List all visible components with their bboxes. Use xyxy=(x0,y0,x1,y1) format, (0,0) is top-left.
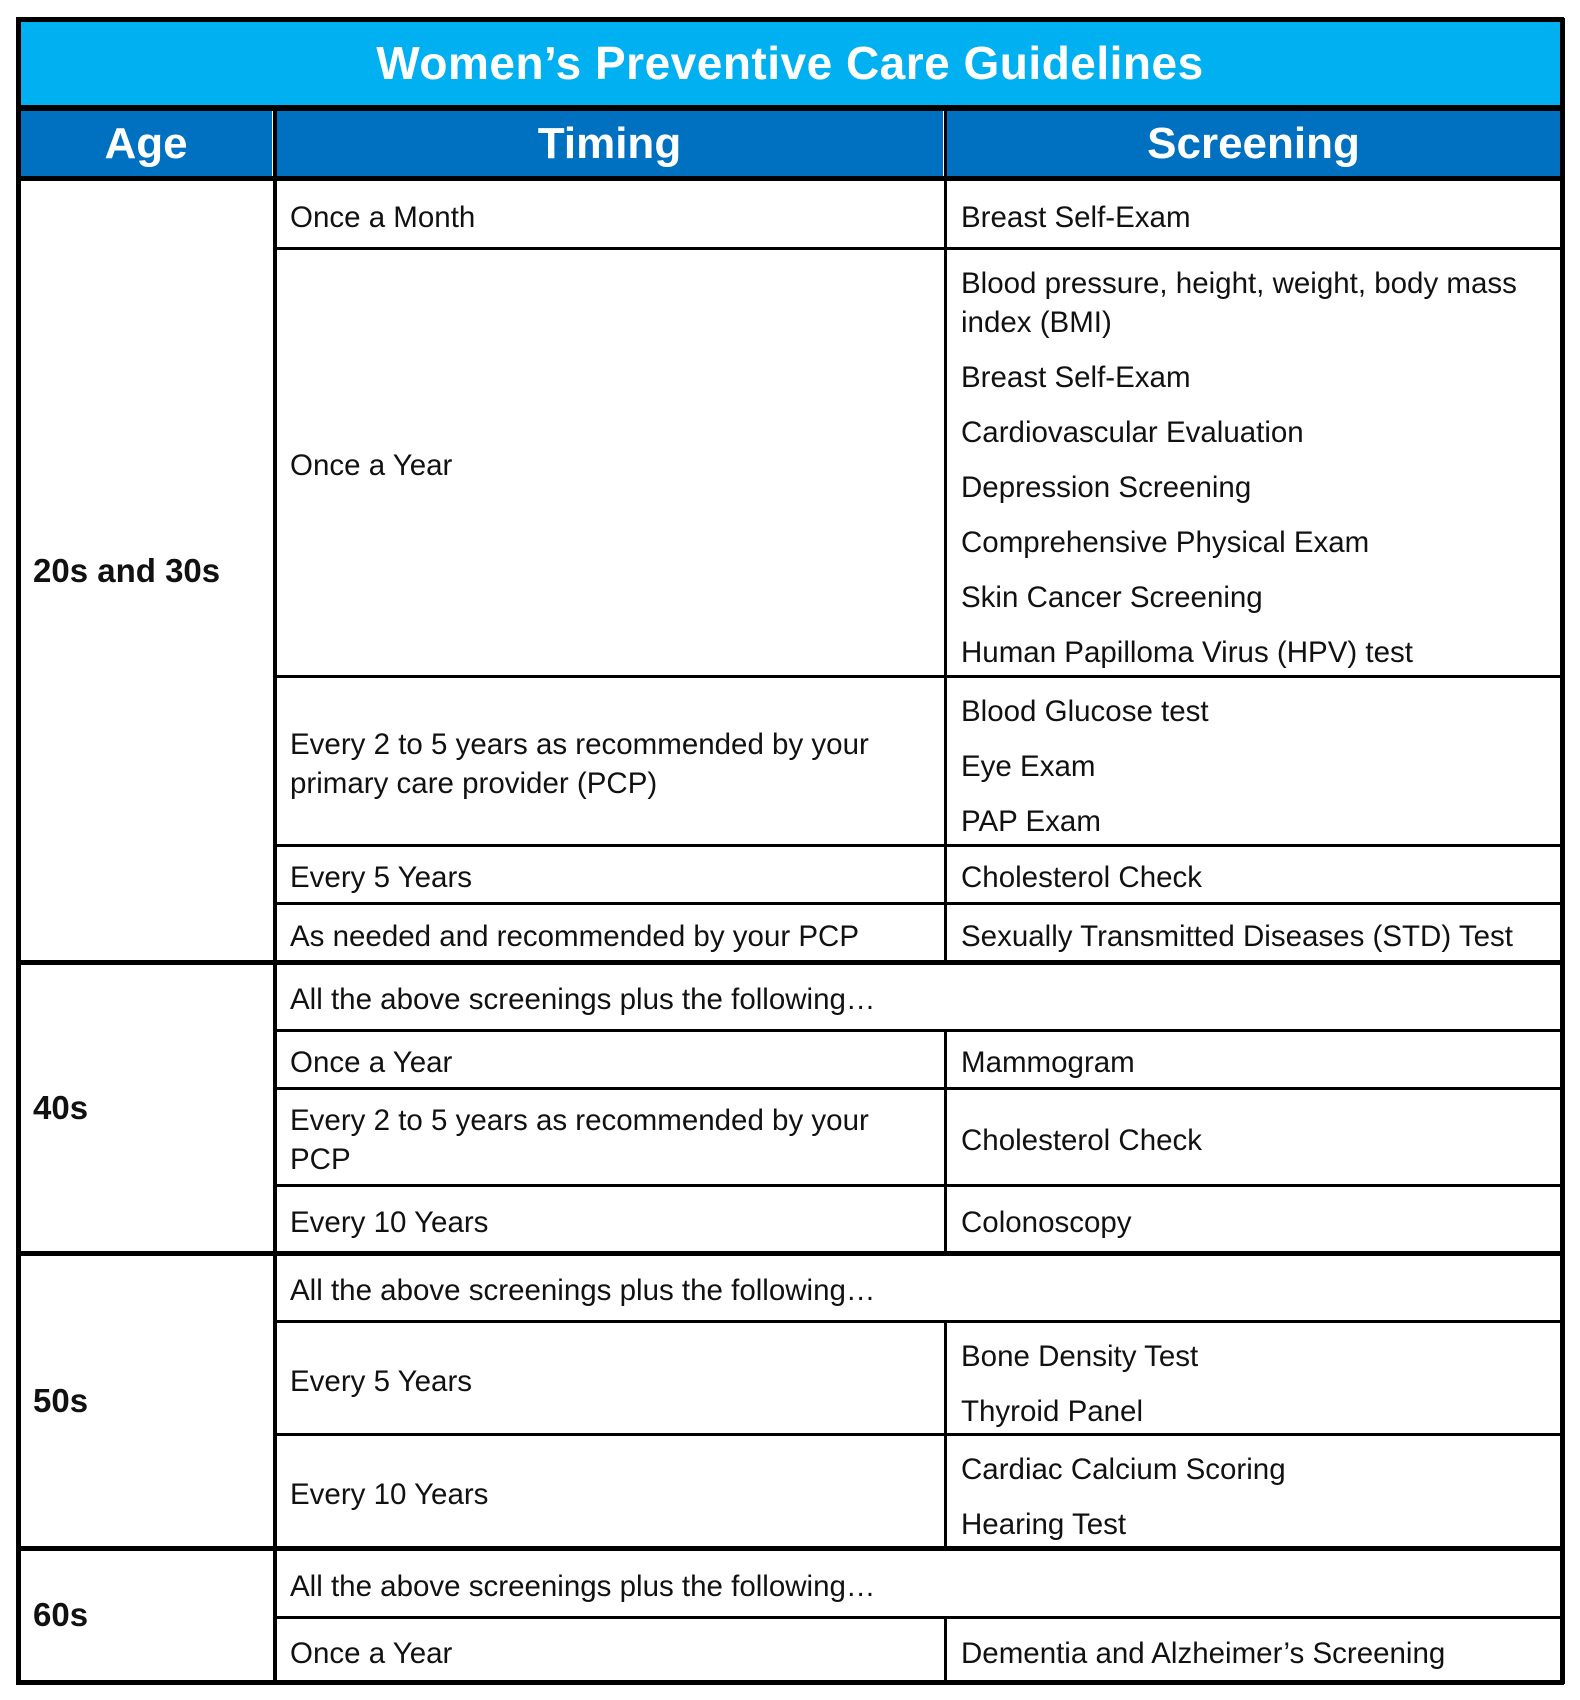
screening-cell xyxy=(947,1185,1560,1253)
grid-line xyxy=(16,105,1564,111)
grid-line xyxy=(274,844,1562,847)
screening-item: Thyroid Panel xyxy=(961,1395,1144,1428)
age-cell: 50s xyxy=(33,1381,89,1419)
screening-item: Comprehensive Physical Exam xyxy=(961,526,1370,559)
screening-item: Dementia and Alzheimer’s Screening xyxy=(961,1636,1446,1670)
screening-cell xyxy=(947,903,1560,962)
screening-item: Cholesterol Check xyxy=(961,1123,1203,1157)
grid-line xyxy=(274,1087,1562,1090)
screening-cell xyxy=(947,180,1560,248)
screening-item: Breast Self-Exam xyxy=(961,201,1191,234)
grid-line xyxy=(274,1029,1562,1032)
screening-cell xyxy=(947,1030,1560,1088)
screening-item: Mammogram xyxy=(961,1046,1135,1079)
column-header-timing: Timing xyxy=(276,110,943,178)
grid-line xyxy=(16,17,1564,22)
screening-item: Cardiovascular Evaluation xyxy=(961,416,1304,449)
grid-line xyxy=(16,18,21,1684)
grid-line xyxy=(274,1616,1562,1619)
timing-cell: Every 10 Years xyxy=(290,1206,489,1239)
age-cell: 20s and 30s xyxy=(33,552,221,589)
timing-cell: Once a Year xyxy=(290,1636,453,1670)
screening-cell xyxy=(947,676,1560,845)
screening-item: Breast Self-Exam xyxy=(961,361,1191,394)
screening-item: Cholesterol Check xyxy=(961,861,1203,894)
screening-cell xyxy=(947,248,1560,676)
grid-line xyxy=(274,1320,1562,1323)
screening-item: Cardiac Calcium Scoring xyxy=(961,1453,1286,1486)
screening-cell xyxy=(947,1088,1560,1185)
screening-item: Depression Screening xyxy=(961,471,1252,504)
grid-line xyxy=(944,108,947,962)
grid-line xyxy=(16,1680,1564,1685)
grid-line xyxy=(944,1321,947,1548)
grid-line xyxy=(274,1433,1562,1436)
table-title: Women’s Preventive Care Guidelines xyxy=(20,20,1560,106)
screening-item: Blood Glucose test xyxy=(961,695,1209,728)
screening-item: Skin Cancer Screening xyxy=(961,581,1263,614)
timing-cell: Once a Month xyxy=(290,201,476,234)
grid-line xyxy=(273,108,277,1684)
screening-item: Human Papilloma Virus (HPV) test xyxy=(961,636,1413,669)
timing-cell: Every 2 to 5 years as recommended by your PCP xyxy=(290,1104,869,1176)
section-note: All the above screenings plus the following… xyxy=(290,1569,876,1603)
column-header-screening: Screening xyxy=(947,110,1560,178)
grid-line xyxy=(16,1251,1564,1256)
grid-line xyxy=(16,1546,1564,1551)
grid-line xyxy=(1560,18,1565,1684)
timing-cell: Every 2 to 5 years as recommended by your primary care provider (PCP) xyxy=(290,728,869,800)
timing-cell: Once a Year xyxy=(290,1046,453,1079)
grid-line xyxy=(274,902,1562,905)
screening-item: Colonoscopy xyxy=(961,1206,1132,1239)
timing-cell: Every 10 Years xyxy=(290,1478,489,1511)
grid-line xyxy=(274,1184,1562,1187)
screening-cell xyxy=(947,1434,1560,1548)
screening-cell xyxy=(947,1321,1560,1434)
screening-item: Bone Density Test xyxy=(961,1340,1199,1373)
section-note: All the above screenings plus the following… xyxy=(290,1274,876,1307)
grid-line xyxy=(944,1030,947,1253)
timing-cell: Every 5 Years xyxy=(290,861,473,894)
screening-item: Blood pressure, height, weight, body mass index (BMI) xyxy=(961,267,1517,339)
screening-cell xyxy=(947,1617,1560,1682)
grid-line xyxy=(16,960,1564,965)
screening-cell xyxy=(947,845,1560,903)
grid-line xyxy=(16,176,1564,181)
screening-item: Eye Exam xyxy=(961,750,1096,783)
grid-line xyxy=(274,675,1562,678)
screening-item: Sexually Transmitted Diseases (STD) Test xyxy=(961,919,1513,953)
age-cell: 40s xyxy=(33,1088,89,1126)
timing-cell: Once a Year xyxy=(290,449,453,482)
section-note: All the above screenings plus the following… xyxy=(290,983,876,1016)
timing-cell: As needed and recommended by your PCP xyxy=(290,919,860,953)
screening-item: PAP Exam xyxy=(961,805,1101,838)
timing-cell: Every 5 Years xyxy=(290,1364,473,1398)
column-header-age: Age xyxy=(20,110,272,178)
grid-line xyxy=(944,1617,947,1684)
age-cell: 60s xyxy=(33,1596,89,1633)
screening-item: Hearing Test xyxy=(961,1508,1127,1541)
grid-line xyxy=(274,247,1562,250)
